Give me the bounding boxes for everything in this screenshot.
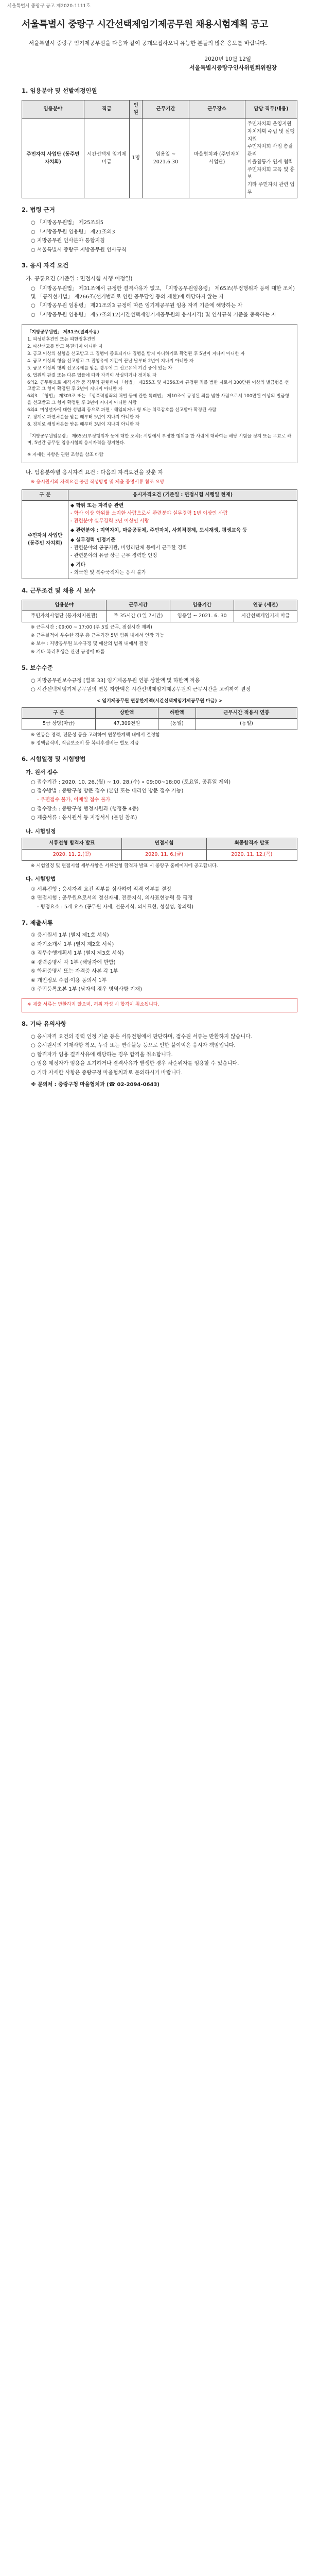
note-line: 「지방공무원임용령」 제65조(부정행위자 등에 대한 조치): 시험에서 부정한 행위를 한 사람에 대하여는 해당 시험을 정지 또는 무효로 하며, 5년간 공무원 임용시험의 응시자격을 정지한다. — [27, 433, 292, 446]
note-line: 8. 징계로 해임처분을 받은 때부터 3년이 지나지 아니한 자 — [27, 421, 140, 427]
note-line: ※ 자세한 사항은 관련 조항을 참조 바람 — [27, 452, 104, 457]
list-item: ② 자기소개서 1부 (별지 제2호 서식) — [31, 941, 114, 947]
table-header: 연봉 (세전) — [234, 600, 297, 611]
sub-heading: 나. 시험일정 — [26, 828, 56, 835]
table-cell: (동일) — [158, 719, 196, 730]
note-line: 5. 금고 이상의 형의 선고유예를 받은 경우에 그 선고유예 기간 중에 있는 자 — [27, 365, 172, 371]
cell-period: 임용일 ~ 2021.6.30 — [143, 119, 189, 198]
org-name: 서울특별시중랑구인사위원회위원장 — [189, 64, 277, 71]
table-header: 근무시간 적용시 연봉 — [196, 707, 297, 719]
note-line: 1. 피성년후견인 또는 피한정후견인 — [27, 337, 96, 343]
list-item: ○ 접수방법 : 중랑구청 방문 접수 (본인 또는 대리인 방문 접수 가능) — [31, 788, 184, 794]
table-cell: 2020. 11. 6.(금) — [122, 849, 206, 860]
section-6-title: 6. 시험일정 및 시험방법 — [22, 755, 86, 762]
table-header: 근무시간 — [107, 600, 170, 611]
cell-hours: 주 35시간 (1일 7시간) — [107, 611, 170, 622]
list-item: ○ 응시원서의 기재사항 착오, 누락 또는 연락불능 등으로 인한 불이익은 응시자 책임입니다. — [31, 1043, 236, 1049]
table-header: 임용분야 — [22, 600, 107, 611]
note-line: 6의3. 「형법」 제303조 또는 「성폭력범죄의 처벌 등에 관한 특례법」 제10조에 규정된 죄를 범한 사람으로서 100만원 이상의 벌금형을 선고받고 그 형이 확정된 후 3년이 지나지 아니한 사람 — [27, 394, 290, 406]
note-line: 6의2. 공무원으로 재직기간 중 직무와 관련하여 「형법」 제355조 및 제356조에 규정된 죄를 범한 자로서 300만원 이상의 벌금형을 선고받고 그 형이 확정된 후 2년이 지나지 아니한 자 — [27, 380, 289, 392]
table-header: 최종합격자 발표 — [206, 838, 297, 850]
table-cell: 5급 상당(마급) — [22, 719, 96, 730]
note-line: ※ 기타 복리후생은 관련 규정에 따름 — [31, 649, 105, 655]
section-5-title: 5. 보수수준 — [22, 664, 53, 671]
table-header: 인원 — [129, 100, 142, 118]
note-line: ※ 정액급식비, 직급보조비 등 복리후생비는 별도 지급 — [31, 740, 139, 746]
list-item: ○ 응시자격 요건의 경력 인정 기준 등은 서류전형에서 판단하며, 접수된 서류는 반환하지 않습니다. — [31, 1033, 252, 1040]
note-line: 3. 금고 이상의 실형을 선고받고 그 집행이 종료되거나 집행을 받지 아니하기로 확정된 후 5년이 지나지 아니한 자 — [27, 351, 245, 357]
cell-field: 주민자치사업단 (동자치지원관) — [22, 611, 107, 622]
list-item: ⑥ 개인정보 수집·이용 동의서 1부 — [31, 977, 107, 984]
list-item: ○ 기타 자세한 사항은 중랑구청 마을협치과로 문의하시기 바랍니다. — [31, 1070, 183, 1076]
note-line: 4. 금고 이상의 형을 선고받고 그 집행유예 기간이 끝난 날부터 2년이 지나지 아니한 자 — [27, 358, 194, 364]
sub-heading: 다. 시험방법 — [26, 876, 56, 883]
list-item: ⑦ 주민등록초본 1부 (남자의 경우 병역사항 기재) — [31, 987, 143, 993]
recruit-table — [22, 100, 297, 199]
schedule-table — [22, 838, 297, 860]
contact-info: ※ 문의처 : 중랑구청 마을협치과 (☎ 02-2094-0643) — [31, 1082, 160, 1088]
section-1-title: 1. 임용분야 및 선발예정인원 — [22, 87, 97, 94]
list-item: ○ 「지방공무원법」 제31조에서 규정한 결격사유가 없고, 「지방공무원임용령」 제65조(부정행위자 등에 대한 조치) 및 「공직선거법」 제266조(선거범죄로 인한 공무담임 등의 제한)에 해당하지 않는 자 — [31, 286, 295, 300]
salary-table — [22, 707, 297, 730]
list-item: ④ 경력증명서 각 1부 (해당자에 한함) — [31, 959, 116, 965]
list-item: - 평정요소 : 5개 요소 (공무원 자세, 전문지식, 의사표현, 성실성, 창의력) — [37, 904, 193, 910]
sub-heading: 나. 임용분야별 응시자격 요건 : 다음의 자격요건을 갖춘 자 — [26, 469, 163, 476]
sub-heading: 가. 원서 접수 — [26, 769, 58, 775]
table-header: 상한액 — [96, 707, 158, 719]
list-item: ○ 제출서류 : 응시원서 등 지정서식 (붙임 참조) — [31, 815, 137, 821]
list-item: ○ 「지방공무원 임용령」 제57조의12(시간선택제임기제공무원의 응시자격) 및 인사규칙 기준을 충족하는 자 — [31, 312, 276, 318]
list-item: ○ 시간선택제임기제공무원의 연봉 하한액은 시간선택제임기제공무원의 근무시간을 고려하여 결정 — [31, 687, 251, 693]
list-item: ○ 「지방공무원 임용령」 제21조의3 규정에 따른 임기제공무원 임용 자격 기준에 해당하는 자 — [31, 303, 243, 309]
note-title: 「지방공무원법」 제31조(결격사유) — [27, 330, 99, 335]
page-title: 서울특별시 중랑구 시간선택제임기제공무원 채용시험계획 공고 — [22, 19, 269, 30]
sub-heading: 가. 공통요건 (기준일 : 면접시험 시행 예정일) — [26, 276, 133, 282]
table-cell: 47,309천원 — [96, 719, 158, 730]
table-header: 하한액 — [158, 707, 196, 719]
note-line: 6. 법원의 판결 또는 다른 법률에 따라 자격이 상실되거나 정지된 자 — [27, 372, 157, 378]
note-line: 2. 파산선고를 받고 복권되지 아니한 자 — [27, 344, 103, 350]
cell-duties: 주민자치회 운영지원 자치계획 수립 및 실행 지원 주민자치회 사업 총괄 관리 마을활동가 연계 협력 주민자치회 교육 및 홍보 기타 주민자치 관련 업무 — [245, 119, 297, 198]
list-item: ○ 임용 예정자가 임용을 포기하거나 결격사유가 발생한 경우 차순위자를 임용할 수 있습니다. — [31, 1061, 239, 1067]
lead-text: 서울특별시 중랑구 임기제공무원을 다음과 같이 공개모집하오니 유능한 분들의 많은 응모를 바랍니다. — [29, 40, 267, 46]
cell-field: 주민자치 사업단 (동주민 자치회) — [22, 119, 84, 198]
list-item: ① 서류전형 : 응시자격 요건 적부를 심사하여 적격 여부를 결정 — [31, 886, 171, 892]
cell-field: 주민자치 사업단 (동주민 자치회) — [22, 501, 68, 579]
cell-qualification: ◆ 학위 또는 자격증 관련 - 학사 이상 학위를 소지한 사람으로서 관련분야 실무경력 1년 이상인 사람 - 관련분야 실무경력 3년 이상인 사람 ◆ 관련분야 : 지역자치, 마을공동체, 주민자치, 사회적경제, 도시재생, 평생교육 등 ◆ 실무경력 인정기준 - 관련분야의 공공기관, 비영리단체 등에서 근무한 경력 - 관련분야의 유급 상근 근무 경력만 인정 ◆ 기타 - 외국인 및 복수국적자는 응시 불가 — [68, 501, 297, 579]
list-item: - 우편접수 불가, 이메일 접수 불가 — [37, 796, 111, 803]
disqualification-note — [22, 324, 297, 463]
list-item: ① 응시원서 1부 (별지 제1호 서식) — [31, 933, 109, 939]
cell-pay: 시간선택제임기제 마급 — [234, 611, 297, 622]
table-header: 구 분 — [22, 489, 68, 501]
note-line: ※ 연봉은 경력, 전문성 등을 고려하여 연봉한계액 내에서 결정함 — [31, 732, 160, 738]
table-caption: < 임기제공무원 연봉한계액(시간선택제임기제공무원 마급) > — [96, 698, 223, 704]
note-line: 7. 징계로 파면처분을 받은 때부터 5년이 지나지 아니한 자 — [27, 414, 140, 420]
list-item: ○ 서울특별시 중랑구 지방공무원 인사규칙 — [31, 247, 127, 253]
note-line: ※ 근무실적이 우수한 경우 총 근무기간 5년 범위 내에서 연장 가능 — [31, 633, 165, 638]
table-header: 근무장소 — [189, 100, 245, 118]
section-3-title: 3. 응시 자격 요건 — [22, 262, 69, 269]
list-item: ○ 「지방공무원 임용령」 제21조의3 — [31, 229, 115, 235]
section-2-title: 2. 법령 근거 — [22, 206, 55, 214]
table-header: 담당 직무(내용) — [245, 100, 297, 118]
list-item: ⑤ 학위증명서 또는 자격증 사본 각 1부 — [31, 969, 118, 975]
list-item: ② 면접시험 : 공무원으로서의 정신자세, 전문지식, 의사표현능력 등 평정 — [31, 895, 193, 902]
note-line: 6의4. 미성년자에 대한 성범죄 등으로 파면ㆍ해임되거나 형 또는 치료감호를 선고받아 확정된 사람 — [27, 408, 217, 413]
note-line: ※ 응시원서의 자격요건 공란 작성방법 및 제출 증명서류 참조 요망 — [31, 479, 165, 485]
section-8-title: 8. 기타 유의사항 — [22, 1020, 67, 1027]
doc-header: 서울특별시 중랑구 공고 제2020-1111호 — [7, 4, 91, 9]
table-header: 임용기간 — [170, 600, 234, 611]
table-cell: 2020. 11. 2.(월) — [22, 849, 122, 860]
list-item: ○ 지방공무원보수규정 [별표 33] 임기제공무원 연봉 상한액 및 하한액 적용 — [31, 677, 200, 684]
table-header: 임용분야 — [22, 100, 84, 118]
note-line: ※ 시험일정 및 면접시험 세부사항은 서류전형 합격자 발표 시 중랑구 홈페이지에 공고합니다. — [31, 863, 218, 869]
list-item: ③ 직무수행계획서 1부 (별지 제3호 서식) — [31, 951, 124, 957]
announce-date: 2020년 10월 12일 — [204, 56, 251, 62]
cell-count: 1명 — [129, 119, 142, 198]
note-line: ※ 보수 : 지방공무원 보수규정 및 예산의 범위 내에서 결정 — [31, 641, 148, 647]
table-header: 서류전형 합격자 발표 — [22, 838, 122, 850]
table-header: 근무기간 — [143, 100, 189, 118]
table-cell: 2020. 11. 12.(목) — [206, 849, 297, 860]
table-cell: (동일) — [196, 719, 297, 730]
list-item: ○ 접수기간 : 2020. 10. 26.(월) ~ 10. 28.(수) ∙ 09:00~18:00 (토요일, 공휴일 제외) — [31, 779, 231, 785]
table-header: 응시자격요건 (기준일 : 면접시험 시행일 현재) — [68, 489, 297, 501]
table-header: 면접시험 — [122, 838, 206, 850]
qualification-table — [22, 489, 297, 579]
section-4-title: 4. 근무조건 및 채용 시 보수 — [22, 586, 96, 594]
list-item: ○ 합격자가 임용 결격사유에 해당하는 경우 합격을 취소합니다. — [31, 1052, 173, 1058]
list-item: ○ 지방공무원 인사분야 통합지침 — [31, 238, 105, 244]
note-line: ※ 근무시간 : 09:00 ~ 17:00 (주 5일 근무, 점심시간 제외) — [31, 625, 152, 631]
table-header: 구 분 — [22, 707, 96, 719]
section-7-title: 7. 제출서류 — [22, 919, 53, 926]
cell-place: 마을협치과 (주민자치 사업단) — [189, 119, 245, 198]
table-header: 직급 — [84, 100, 129, 118]
list-item: ○ 「지방공무원법」 제25조의5 — [31, 220, 104, 226]
cell-grade: 시간선택제 임기제 마급 — [84, 119, 129, 198]
cell-period: 임용일 ~ 2021. 6. 30 — [170, 611, 234, 622]
submission-note: ※ 제출 서류는 반환하지 않으며, 허위 작성 시 합격이 취소됩니다. — [22, 998, 297, 1012]
list-item: ○ 접수장소 : 중랑구청 행정지원과 (행정동 4층) — [31, 806, 139, 812]
conditions-table — [22, 600, 297, 622]
